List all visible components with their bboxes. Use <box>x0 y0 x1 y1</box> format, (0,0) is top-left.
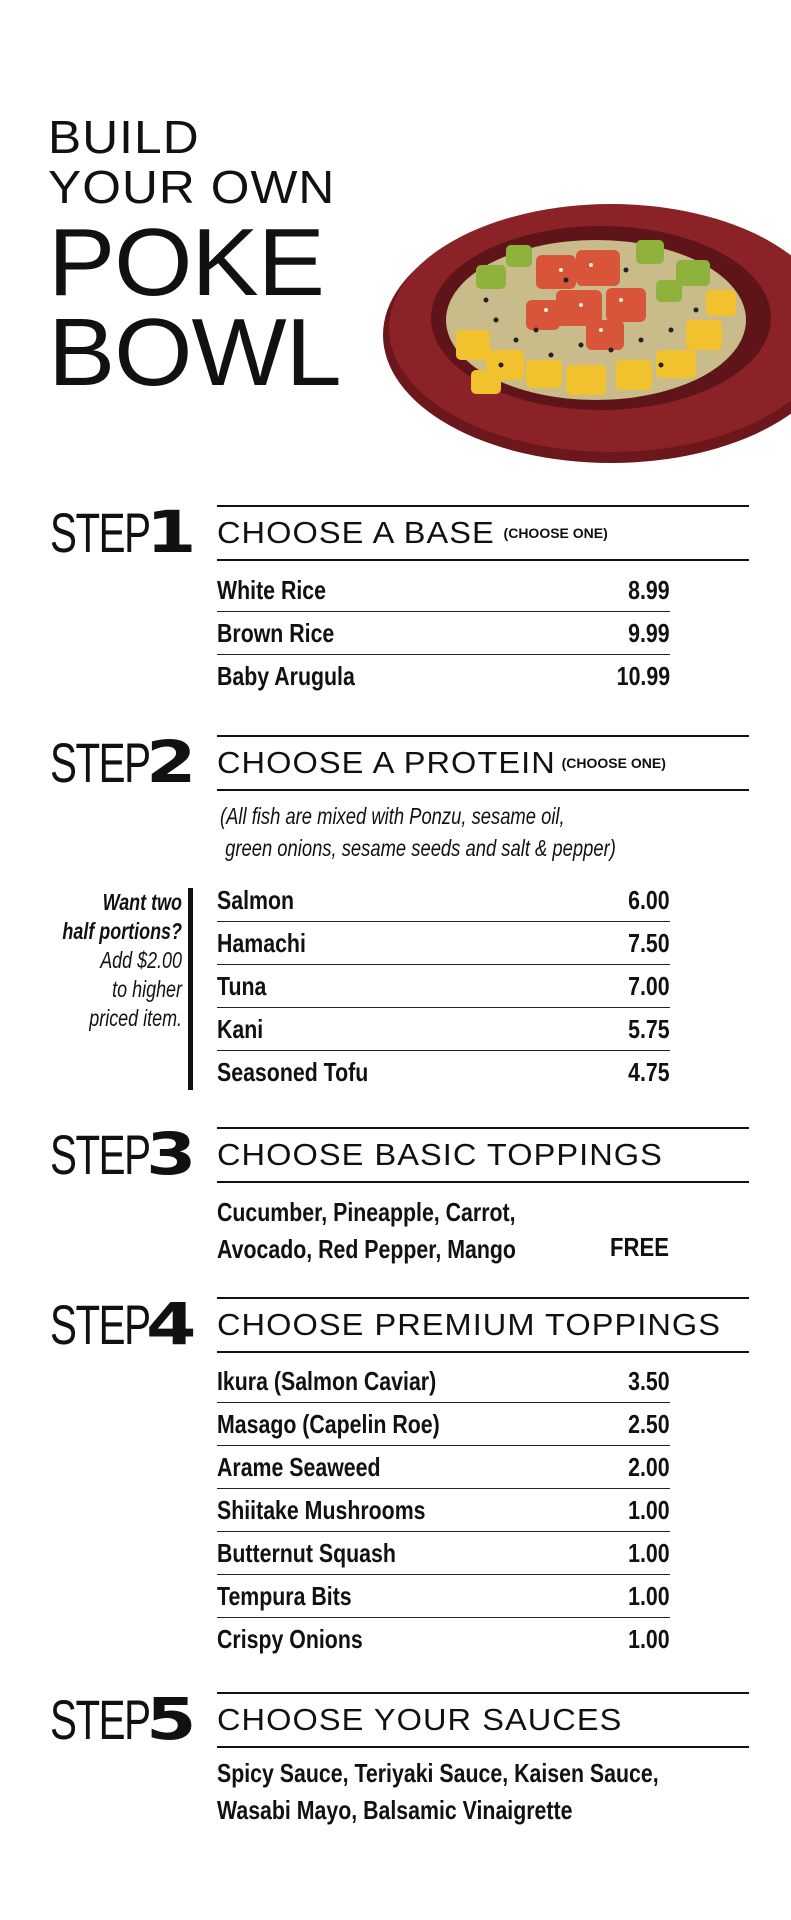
item-name: Masago (Capelin Roe) <box>217 1408 440 1439</box>
step-number: 5 <box>146 1685 197 1753</box>
side-note-line: half portions? <box>62 918 182 944</box>
menu-item <box>217 1575 670 1618</box>
step-2-header <box>217 735 749 791</box>
step-4-header <box>217 1297 749 1353</box>
protein-description-line-1: (All fish are mixed with Ponzu, sesame oil, <box>220 803 565 829</box>
step-4-heading: CHOOSE PREMIUM TOPPINGS <box>217 1307 722 1342</box>
step-1-label <box>50 498 197 566</box>
menu-item <box>217 965 670 1008</box>
item-name: Brown Rice <box>217 617 335 648</box>
step-number: 2 <box>146 728 197 796</box>
item-name: Hamachi <box>217 927 306 958</box>
item-price: 6.00 <box>628 884 670 915</box>
item-name: Butternut Squash <box>217 1537 396 1568</box>
step-word: STEP <box>50 731 150 794</box>
title-line-bowl: BOWL <box>48 299 341 406</box>
step-1-note: (CHOOSE ONE) <box>503 525 608 541</box>
step-1-items <box>217 569 670 698</box>
side-note-divider <box>188 888 193 1090</box>
menu-item <box>217 1618 670 1661</box>
step-4-label <box>50 1290 197 1358</box>
item-price: 1.00 <box>628 1494 670 1525</box>
step-4-items <box>217 1360 670 1661</box>
item-price: 7.50 <box>628 927 670 958</box>
menu-item <box>217 922 670 965</box>
sauces-list <box>217 1755 756 1829</box>
item-price: 9.99 <box>628 617 670 648</box>
step-5-label <box>50 1685 197 1753</box>
step-2-note: (CHOOSE ONE) <box>561 755 666 771</box>
item-price: 1.00 <box>628 1624 670 1654</box>
item-price: 1.00 <box>628 1537 670 1568</box>
item-name: Tempura Bits <box>217 1580 352 1611</box>
menu-item <box>217 1532 670 1575</box>
half-portion-note <box>20 888 182 1033</box>
step-1-heading: CHOOSE A BASE <box>217 515 495 550</box>
item-name: White Rice <box>217 574 326 605</box>
step-number: 3 <box>146 1120 197 1188</box>
step-number: 1 <box>146 498 197 566</box>
item-price: 10.99 <box>616 661 670 691</box>
item-name: Kani <box>217 1013 264 1044</box>
item-price: 3.50 <box>628 1365 670 1396</box>
step-number: 4 <box>146 1290 197 1358</box>
item-price: 1.00 <box>628 1580 670 1611</box>
item-name: Shiitake Mushrooms <box>217 1494 426 1525</box>
step-3-header <box>217 1127 749 1183</box>
title-line-build: BUILD <box>48 111 200 163</box>
menu-item <box>217 1489 670 1532</box>
item-price: 8.99 <box>628 574 670 605</box>
step-3-heading: CHOOSE BASIC TOPPINGS <box>217 1137 663 1172</box>
menu-item <box>217 1008 670 1051</box>
item-name: Ikura (Salmon Caviar) <box>217 1365 437 1396</box>
menu-item <box>217 569 670 612</box>
menu-item <box>217 655 670 698</box>
item-name: Crispy Onions <box>217 1624 363 1654</box>
side-note-line: Want two <box>102 889 182 915</box>
basic-toppings-price: FREE <box>610 1232 669 1262</box>
step-word: STEP <box>50 501 150 564</box>
step-5-header <box>217 1692 749 1748</box>
protein-description <box>220 800 616 864</box>
item-name: Salmon <box>217 884 295 915</box>
step-word: STEP <box>50 1688 150 1751</box>
sauces-line-1: Spicy Sauce, Teriyaki Sauce, Kaisen Sauce, <box>217 1758 659 1788</box>
side-note-line: priced item. <box>89 1005 182 1031</box>
menu-item <box>217 612 670 655</box>
poke-bowl-image <box>376 170 791 470</box>
title-line-poke: POKE <box>48 209 324 316</box>
menu-item <box>217 1051 670 1094</box>
basic-toppings-list <box>217 1194 582 1268</box>
step-2-heading: CHOOSE A PROTEIN <box>217 745 556 780</box>
item-price: 4.75 <box>628 1057 670 1087</box>
basic-toppings-line-2: Avocado, Red Pepper, Mango <box>217 1234 516 1264</box>
menu-item <box>217 1403 670 1446</box>
menu-item <box>217 1360 670 1403</box>
step-word: STEP <box>50 1123 150 1186</box>
item-name: Baby Arugula <box>217 661 355 691</box>
sauces-line-2: Wasabi Mayo, Balsamic Vinaigrette <box>217 1795 573 1825</box>
page-title <box>48 111 408 406</box>
step-2-items <box>217 879 670 1094</box>
item-name: Seasoned Tofu <box>217 1057 369 1087</box>
item-name: Arame Seaweed <box>217 1451 381 1482</box>
step-1-header <box>217 505 749 561</box>
protein-description-line-2: green onions, sesame seeds and salt & pepper) <box>220 835 616 861</box>
title-line-your-own: YOUR OWN <box>48 161 336 213</box>
step-2-label <box>50 728 197 796</box>
side-note-line: Add $2.00 <box>100 947 182 973</box>
menu-item <box>217 879 670 922</box>
step-word: STEP <box>50 1293 150 1356</box>
step-5-heading: CHOOSE YOUR SAUCES <box>217 1702 623 1737</box>
item-price: 2.00 <box>628 1451 670 1482</box>
item-price: 5.75 <box>628 1013 670 1044</box>
item-price: 2.50 <box>628 1408 670 1439</box>
item-name: Tuna <box>217 970 267 1001</box>
step-3-label <box>50 1120 197 1188</box>
item-price: 7.00 <box>628 970 670 1001</box>
menu-item <box>217 1446 670 1489</box>
side-note-line: to higher <box>112 976 182 1002</box>
basic-toppings-line-1: Cucumber, Pineapple, Carrot, <box>217 1197 516 1227</box>
